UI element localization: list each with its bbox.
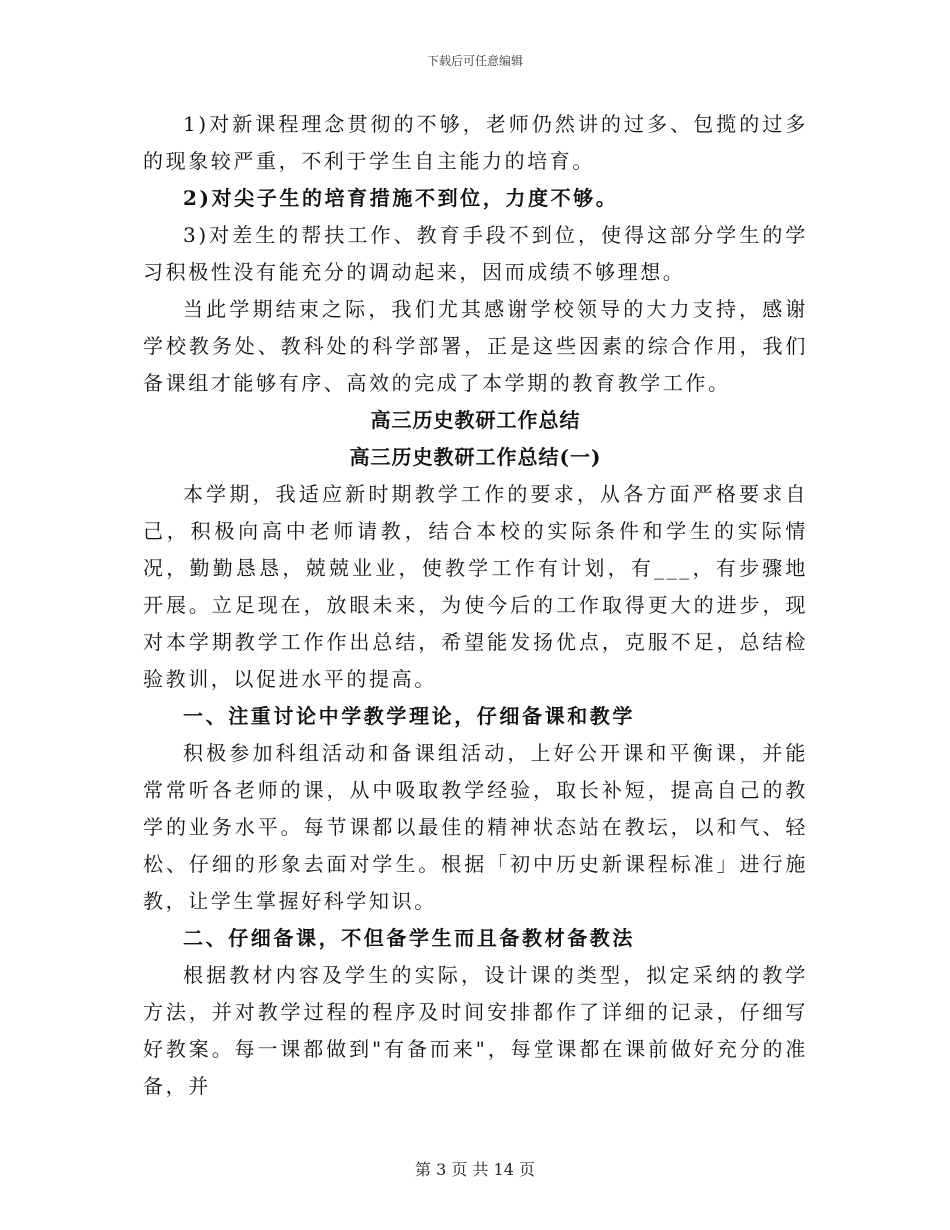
- document-body: [143, 106, 808, 1105]
- section-heading-2: 二、仔细备课，不但备学生而且备教材备教法: [183, 926, 635, 950]
- paragraph-6: 积极参加科组活动和备课组活动，上好公开课和平衡课，并能常常听各老师的课，从中吸取教学经验，取长补短，提高自己的教学的业务水平。每节课都以最佳的精神状态站在教坛，以和气、轻松、仔细的形象去面对学生。根据「初中历史新课程标准」进行施教，让学生掌握好科学知识。: [143, 741, 808, 913]
- page-header: 下载后可任意编辑: [426, 54, 523, 68]
- paragraph-4: 当此学期结束之际，我们尤其感谢学校领导的大力支持，感谢学校教务处、教科处的科学部署，正是这些因素的综合作用，我们备课组才能够有序、高效的完成了本学期的教育教学工作。: [143, 297, 808, 395]
- paragraph-3: 3)对差生的帮扶工作、教育手段不到位，使得这部分学生的学习积极性没有能充分的调动起来，因而成绩不够理想。: [143, 223, 808, 284]
- paragraph-2-bold: 2)对尖子生的培育措施不到位，力度不够。: [183, 186, 619, 210]
- document-subtitle: 高三历史教研工作总结(一): [349, 445, 602, 469]
- paragraph-1: 1)对新课程理念贯彻的不够，老师仍然讲的过多、包揽的过多的现象较严重，不利于学生自主能力的培育。: [143, 112, 808, 173]
- document-title: 高三历史教研工作总结: [370, 408, 581, 432]
- section-heading-1: 一、注重讨论中学教学理论，仔细备课和教学: [183, 704, 635, 728]
- page-number: 第 3 页 共 14 页: [415, 1160, 535, 1179]
- paragraph-5: 本学期，我适应新时期教学工作的要求，从各方面严格要求自己，积极向高中老师请教，结合本校的实际条件和学生的实际情况，勤勤恳恳，兢兢业业，使教学工作有计划，有___，有步骤地开展。立足现在，放眼未来，为使今后的工作取得更大的进步，现对本学期教学工作作出总结，希望能发扬优点，克服不足，总结检验教训，以促进水平的提高。: [143, 482, 808, 691]
- paragraph-7: 根据教材内容及学生的实际，设计课的类型，拟定采纳的教学方法，并对教学过程的程序及时间安排都作了详细的记录，仔细写好教案。每一课都做到"有备而来"，每堂课都在课前做好充分的准备，并: [143, 963, 808, 1098]
